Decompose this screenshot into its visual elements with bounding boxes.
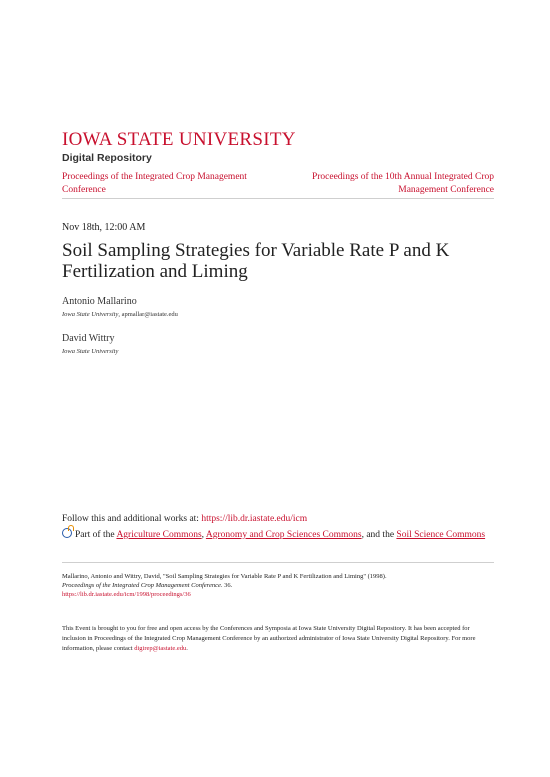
- logo-repository-name: Digital Repository: [62, 152, 152, 164]
- divider: [62, 198, 494, 199]
- separator-text: ,: [201, 530, 206, 540]
- soil-science-commons-link[interactable]: Soil Science Commons: [396, 530, 486, 540]
- part-of-prefix: Part of the: [75, 530, 117, 540]
- citation-journal: Proceedings of the Integrated Crop Management Conference: [62, 582, 221, 589]
- access-notice: [62, 624, 494, 654]
- logo-university-name: IOWA STATE UNIVERSITY: [62, 129, 296, 150]
- author-name: Antonio Mallarino: [62, 296, 137, 307]
- affiliation-text: Iowa State University: [62, 348, 119, 355]
- affiliation-text: Iowa State University: [62, 311, 119, 318]
- citation-text: Mallarino, Antonio and Wittry, David, "Soil Sampling Strategies for Variable Rate P and K Fertilization and Liming" (1998).: [62, 573, 387, 580]
- author-email: , apmallar@iastate.edu: [118, 311, 178, 318]
- agronomy-commons-link[interactable]: Agronomy and Crop Sciences Commons: [205, 530, 362, 540]
- proceedings-collection-link[interactable]: Proceedings of the 10th Annual Integrated Crop Management Conference: [311, 172, 494, 195]
- follow-line: [62, 514, 307, 524]
- author-name: David Wittry: [62, 333, 115, 344]
- contact-email-link[interactable]: digirep@iastate.edu: [134, 645, 187, 652]
- conference-collection-link[interactable]: Proceedings of the Integrated Crop Management Conference: [62, 172, 247, 195]
- recommended-citation: [62, 572, 494, 599]
- paper-title: Soil Sampling Strategies for Variable Rate P and K Fertilization and Liming: [62, 240, 450, 282]
- citation-url-link[interactable]: https://lib.dr.iastate.edu/icm/1998/proceedings/36: [62, 591, 191, 598]
- collection-nav: [62, 171, 494, 197]
- follow-text: Follow this and additional works at:: [62, 514, 202, 524]
- part-of-commons: [62, 528, 502, 542]
- author-affiliation: [62, 348, 118, 355]
- notice-text: This Event is brought to you for free and open access by the Conferences and Symposia at Iowa State University Digital Repository. It has been accepted for inclusion in Proceedings of the Integrated Crop Management Conference by an authorized administrator of Iowa State University Digital Repository. For more information, please contact: [62, 625, 476, 652]
- agriculture-commons-link[interactable]: Agriculture Commons: [116, 530, 202, 540]
- event-date: Nov 18th, 12:00 AM: [62, 222, 146, 233]
- citation-number: . 36.: [220, 582, 233, 589]
- open-access-icon: [62, 528, 72, 538]
- repository-link[interactable]: https://lib.dr.iastate.edu/icm: [201, 514, 308, 524]
- notice-end: .: [186, 645, 188, 652]
- university-logo[interactable]: [62, 130, 296, 164]
- author-affiliation: [62, 311, 178, 318]
- divider: [62, 562, 494, 563]
- separator-text: , and the: [361, 530, 397, 540]
